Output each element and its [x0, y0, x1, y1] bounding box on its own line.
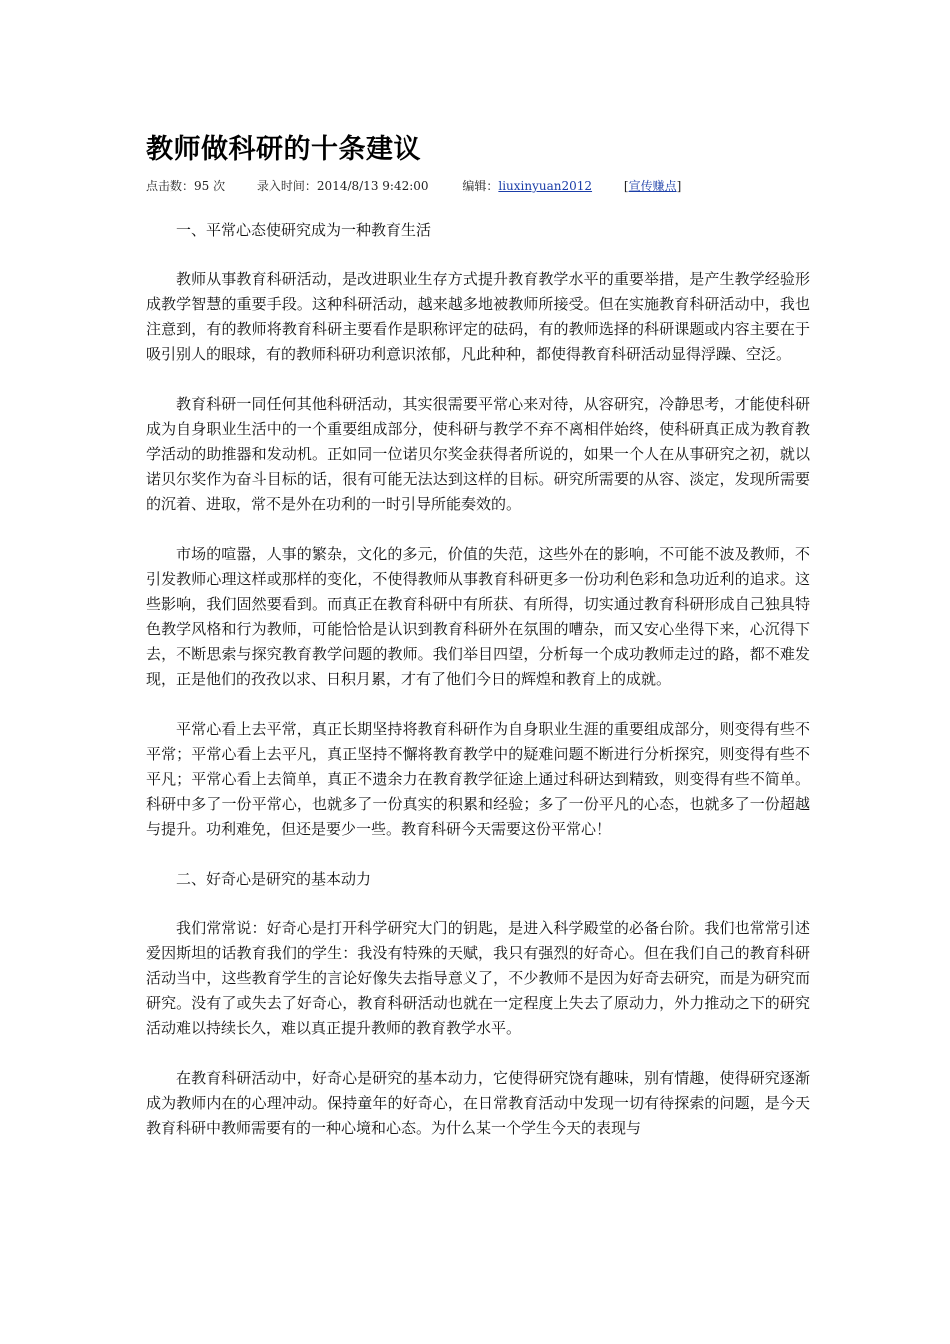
article-body [146, 218, 810, 1166]
article-meta [146, 178, 681, 194]
paragraph: 在教育科研活动中，好奇心是研究的基本动力，它使得研究饶有趣味，别有情趣，使得研究逐渐成为教师内在的心理冲动。保持童年的好奇心，在日常教育活动中发现一切有待探索的问题，是今天教育科研中教师需要有的一种心境和心态。为什么某一个学生今天的表现与 [146, 1069, 810, 1137]
paragraph: 平常心看上去平常，真正长期坚持将教育科研作为自身职业生涯的重要组成部分，则变得有些不平常；平常心看上去平凡，真正坚持不懈将教育教学中的疑难问题不断进行分析探究，则变得有些不平凡；平常心看上去简单，真正不遗余力在教育教学征途上通过科研达到精致，则变得有些不简单。科研中多了一份平常心，也就多了一份真实的积累和经验；多了一份平凡的心态，也就多了一份超越与提升。功利难免，但还是要少一些。教育科研今天需要这份平常心！ [146, 720, 810, 838]
promo-bracket-close: ] [676, 179, 682, 193]
editor-info [462, 178, 592, 194]
entry-time: 录入时间：2014/8/13 9:42:00 [256, 179, 429, 193]
editor-label: 编辑： [462, 179, 499, 193]
section-heading-1: 一、平常心态使研究成为一种教育生活 [176, 221, 432, 239]
paragraph: 市场的喧嚣，人事的繁杂，文化的多元，价值的失范，这些外在的影响，不可能不波及教师，不引发教师心理这样或那样的变化，不使得教师从事教育科研更多一份功利色彩和急功近利的追求。这些影响，我们固然要看到。而真正在教育科研中有所获、有所得，切实通过教育科研形成自己独具特色教学风格和行为教师，可能恰恰是认识到教育科研外在氛围的嘈杂，而又安心坐得下来，心沉得下去，不断思索与探究教育教学问题的教师。我们举目四望，分析每一个成功教师走过的路，都不难发现，正是他们的孜孜以求、日积月累，才有了他们今日的辉煌和教育上的成就。 [146, 545, 810, 688]
promo-bracket-open: [ [623, 179, 629, 193]
paragraph: 教师从事教育科研活动，是改进职业生存方式提升教育教学水平的重要举措，是产生教学经验形成教学智慧的重要手段。这种科研活动，越来越多地被教师所接受。但在实施教育科研活动中，我也注意到，有的教师将教育科研主要看作是职称评定的砝码，有的教师选择的科研课题或内容主要在于吸引别人的眼球，有的教师科研功利意识浓郁，凡此种种，都使得教育科研活动显得浮躁、空泛。 [146, 270, 810, 363]
paragraph: 我们常常说：好奇心是打开科学研究大门的钥匙，是进入科学殿堂的必备台阶。我们也常常引述爱因斯坦的话教育我们的学生：我没有特殊的天赋，我只有强烈的好奇心。但在我们自己的教育科研活动当中，这些教育学生的言论好像失去指导意义了，不少教师不是因为好奇去研究，而是为研究而研究。没有了或失去了好奇心，教育科研活动也就在一定程度上失去了原动力，外力推动之下的研究活动难以持续长久，难以真正提升教师的教育教学水平。 [146, 919, 810, 1037]
editor-link[interactable]: liuxinyuan2012 [498, 179, 593, 193]
article-title: 教师做科研的十条建议 [146, 134, 421, 165]
paragraph: 教育科研一同任何其他科研活动，其实很需要平常心来对待，从容研究，冷静思考，才能使科研成为自身职业生活中的一个重要组成部分，使科研与教学不弃不离相伴始终，使科研真正成为教育教学活动的助推器和发动机。正如同一位诺贝尔奖金获得者所说的，如果一个人在从事研究之初，就以诺贝尔奖作为奋斗目标的话，很有可能无法达到这样的目标。研究所需要的从容、淡定，发现所需要的沉着、进取，常不是外在功利的一时引导所能奏效的。 [146, 395, 810, 513]
section-heading-2: 二、好奇心是研究的基本动力 [176, 870, 372, 888]
promo [624, 178, 681, 194]
click-count: 点击数：95 次 [146, 179, 226, 193]
promo-link[interactable]: 宣传赚点 [628, 179, 677, 193]
